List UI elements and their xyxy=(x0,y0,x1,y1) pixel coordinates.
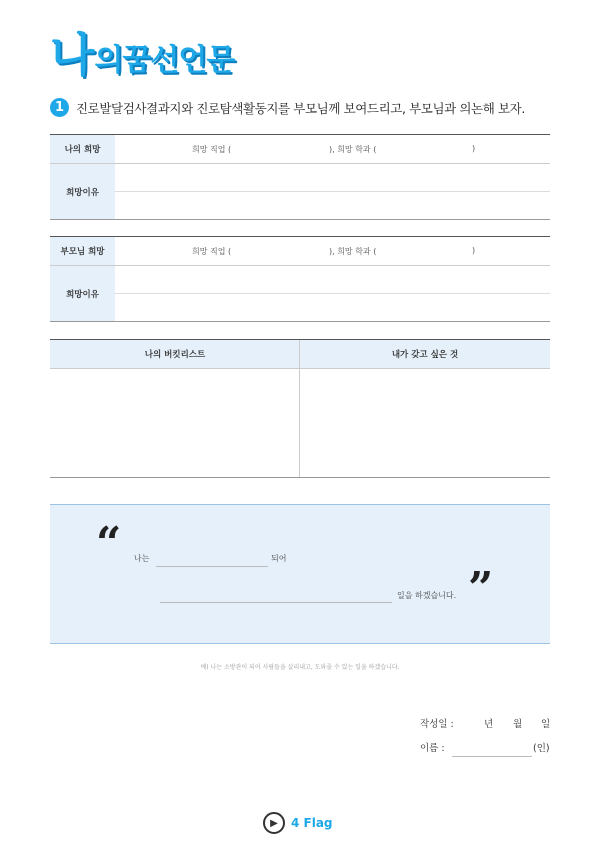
month-label: 월 xyxy=(513,719,523,730)
title-main-char: 나 xyxy=(50,28,93,82)
page-title xyxy=(50,22,235,82)
name-field[interactable] xyxy=(452,756,532,757)
year-label: 년 xyxy=(484,719,494,730)
parent-hope-job-open: 희망 직업 ( xyxy=(192,247,232,256)
my-reason-field[interactable] xyxy=(115,164,550,219)
my-hope-table xyxy=(50,134,550,220)
my-hope-field[interactable] xyxy=(115,135,550,163)
bucket-list-field[interactable] xyxy=(50,369,299,476)
name-label: 이름 : xyxy=(420,743,445,754)
bucket-list-table xyxy=(50,339,550,478)
declaration-blank-1[interactable] xyxy=(156,566,268,567)
writing-line xyxy=(115,293,550,294)
brand-logo xyxy=(263,812,333,834)
close-quote-icon: ” xyxy=(468,563,494,614)
my-hope-close: ) xyxy=(472,144,476,153)
parent-hope-table xyxy=(50,236,550,322)
writing-line xyxy=(115,191,550,192)
parent-reason-field[interactable] xyxy=(115,266,550,321)
declaration-blank-2[interactable] xyxy=(160,602,392,603)
parent-hope-dept-open: ), 희망 학과 ( xyxy=(329,247,377,256)
wants-header: 내가 갖고 싶은 것 xyxy=(391,350,459,360)
step-number: 1 xyxy=(50,98,69,117)
parent-hope-label: 부모님 희망 xyxy=(50,237,115,265)
instruction-text: 진로발달검사결과지와 진로탐색활동지를 부모님께 보여드리고, 부모님과 의논해 보자. xyxy=(76,101,525,116)
parent-hope-field[interactable] xyxy=(115,237,550,265)
declaration-suffix: 일을 하겠습니다. xyxy=(397,591,457,600)
parent-reason-label: 희망이유 xyxy=(50,266,115,321)
my-reason-label: 희망이유 xyxy=(50,164,115,219)
declaration-prefix: 나는 xyxy=(134,554,150,563)
wants-field[interactable] xyxy=(300,369,550,476)
declaration-middle: 되어 xyxy=(271,554,287,563)
bucket-list-header: 나의 버킷리스트 xyxy=(144,350,206,360)
play-circle-icon: ▶ xyxy=(263,812,285,834)
logo-text: 4 Flag xyxy=(291,816,333,830)
date-label: 작성일 : xyxy=(420,719,454,730)
example-text: 예) 나는 소방관이 되어 사람들을 살리내고, 도와줄 수 있는 일을 하겠습니다. xyxy=(200,664,400,671)
my-hope-dept-open: ), 희망 학과 ( xyxy=(329,145,377,154)
seal-label: (인) xyxy=(533,743,550,754)
day-label: 일 xyxy=(541,719,551,730)
my-hope-job-open: 희망 직업 ( xyxy=(192,145,232,154)
my-hope-label: 나의 희망 xyxy=(50,135,115,163)
open-quote-icon: “ xyxy=(96,518,122,569)
parent-hope-close: ) xyxy=(472,246,476,255)
title-rest: 의꿈선언문 xyxy=(94,43,235,78)
